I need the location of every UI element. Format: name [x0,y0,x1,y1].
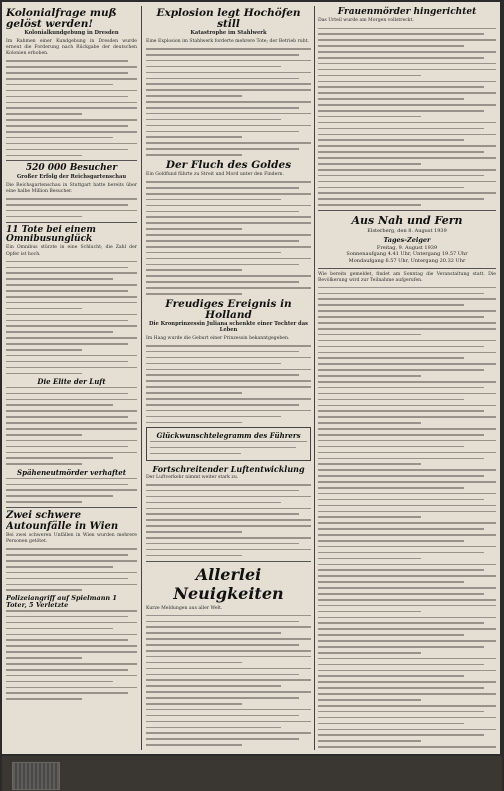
article-text: Ein Omnibus stürzte in eine Schlucht; die Zahl der Opfer ist hoch. [6,245,137,257]
article-text-lines [6,387,137,465]
divider [6,222,137,223]
column-rule [314,6,315,750]
headline-polizeiangriff: Polizeiangriff auf Spielmann 1 Toter, 5 Verletzte [6,594,117,610]
headline-elite-der-luft: Die Elite der Luft [37,377,106,387]
headline-frauenmoerder: Frauenmörder hingerichtet [337,7,477,17]
article-text-lines [6,610,137,700]
headline-luftentwicklung: Fortschreitender Luftentwicklung [152,464,305,475]
article-text-lines [6,261,137,375]
tages-zeiger-title: Tages-Zeiger [383,235,431,244]
article-text: Im Rahmen einer Kundgebung in Dresden wurde erneut die Forderung nach Rückgabe der deutschen Kolonien erhoben. [6,39,137,57]
article-text: Im Haag wurde die Geburt einer Prinzessin bekanntgegeben. [146,335,290,341]
article-text: Die Reichsgartenschau in Stuttgart hatte bereits über eine halbe Million Besucher. [6,182,137,194]
headline-explosion: Explosion legt Hochöfen still [156,7,301,31]
headline-omnibusunglueck: 11 Tote bei einem Omnibusunglück [6,224,96,245]
article-text: Ein Goldfund führte zu Streit und Mord unter den Findern. [146,172,284,178]
article-text-lines [318,28,496,206]
headline-besucher: 520 000 Besucher [25,163,118,174]
article-text-lines [146,345,311,423]
subheadline: Katastrophe im Stahlwerk [190,30,267,37]
column-left [6,6,137,750]
article-text-lines [146,181,311,295]
article-text-lines [6,478,137,503]
divider [146,561,311,562]
tages-zeiger-line: Mondaufgang 6.57 Uhr, Untergang 20.32 Uhr [348,257,466,264]
column-middle [146,6,311,750]
article-text-lines [6,548,137,591]
article-text-lines [6,60,137,156]
divider [318,210,496,211]
article-text: Das Urteil wurde am Morgen vollstreckt. [318,18,414,24]
article-text-lines [146,48,311,156]
headline-fluch-des-goldes: Der Fluch des Goldes [165,159,292,172]
article-text: Eine Explosion im Stahlwerk forderte mehrere Tote; der Betrieb ruht. [146,39,309,44]
column-right [318,6,496,750]
newspaper-page [2,2,500,754]
headline-verhaftet: Späheneutmörder verhaftet [17,468,126,478]
subheadline: Großer Erfolg der Reichsgartenschau [16,173,127,180]
column-rule [141,6,142,750]
article-text-lines [150,441,307,454]
article-text: Kurze Meldungen aus aller Welt. [146,605,223,611]
archive-stamp-graphic [12,762,60,790]
article-text-lines [318,287,496,750]
section-title-aus-nah-und-fern: Aus Nah und Fern [351,214,463,228]
article-text: Der Luftverkehr nimmt weiter stark zu. [146,474,239,480]
divider [318,268,496,269]
telegram-box [146,427,311,461]
scan-background [2,756,502,791]
headline-autounfaelle: Zwei schwere Autounfälle in Wien [6,510,119,532]
article-text: Wie bereits gemeldet, findet am Sonntag die Veranstaltung statt. Die Bevölkerung wird zur Teilnahme aufgerufen. [318,271,496,283]
headline-allerlei-neuigkeiten: Allerlei Neuigkeiten [173,564,284,603]
divider [6,160,137,161]
tages-zeiger-line: Sonnenaufgang 4.41 Uhr, Untergang 19.57 Uhr [346,251,468,258]
subheadline: Die Kronprinzessin Juliana schenkte einer Tochter das Leben [149,320,308,333]
headline-glueckwunsch: Glückwunschtelegramm des Führers [156,431,301,441]
article-text-lines [146,615,311,746]
dateline: Elsterberg, den 8. August 1939 [367,228,447,235]
divider [6,507,137,508]
headline-kolonialfrage: Kolonialfrage muß gelöst werden! [6,7,117,31]
article-text: Bei zwei schweren Unfällen in Wien wurden mehrere Personen getötet. [6,533,137,545]
article-text-lines [146,484,311,556]
headline-holland: Freudiges Ereignis in Holland [165,297,292,321]
article-text-lines [6,198,137,217]
subheadline: Kolonialkundgebung in Dresden [24,30,119,37]
tages-zeiger-line: Freitag, 9. August 1939 [376,244,438,251]
